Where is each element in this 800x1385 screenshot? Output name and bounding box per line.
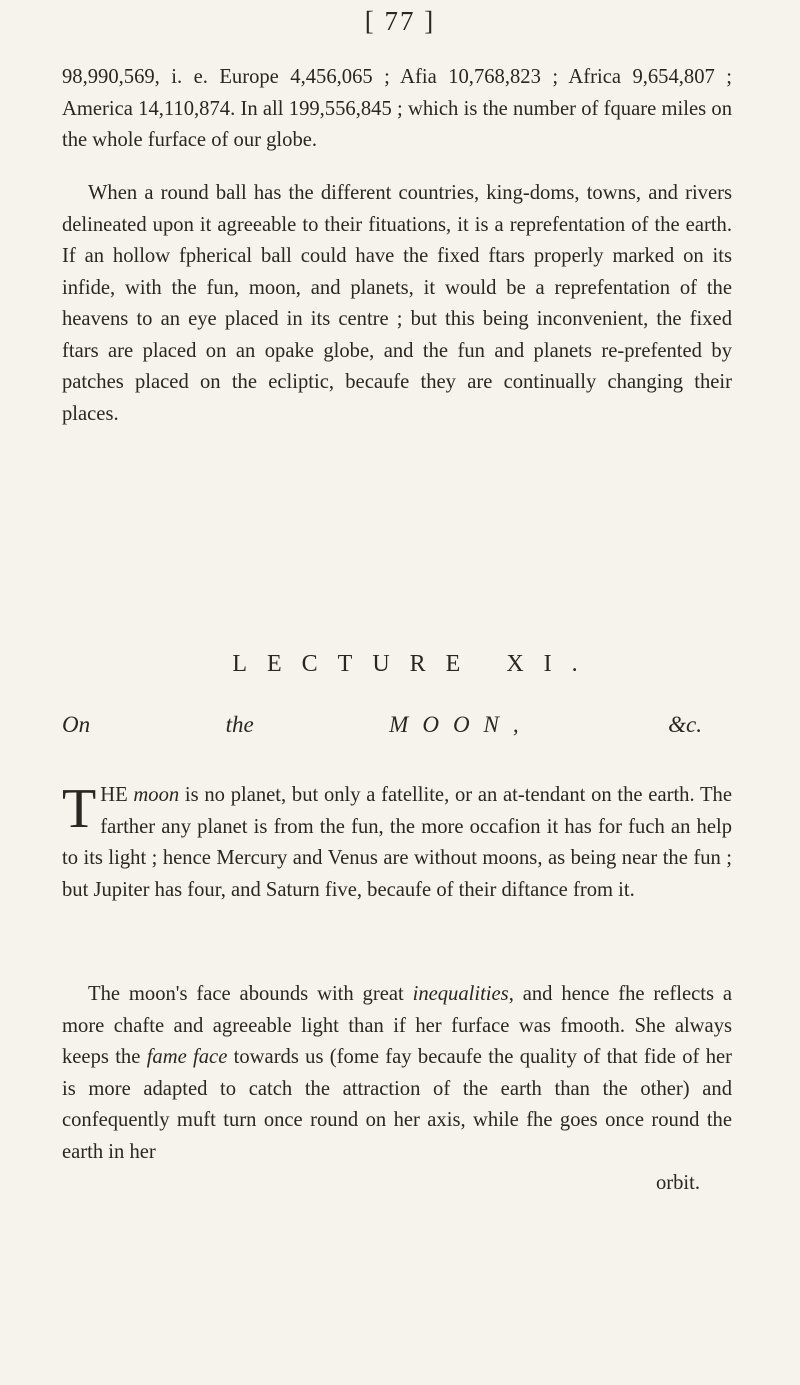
paragraph-4-fame-face: fame face bbox=[146, 1046, 228, 1068]
lecture-heading: LECTURE XI. bbox=[232, 651, 598, 677]
lecture-subtitle bbox=[62, 712, 702, 738]
paragraph-3-rest: is no planet, but only a fatellite, or an at-tendant on the earth. The farther any planet is from the fun, the more occafion it has for fuch an help to its light ; hence Mercury and Venus are without moons, as being near the fun ; but Jupiter has four, and Saturn five, becaufe of their diftance from it. bbox=[62, 784, 732, 901]
paragraph-4-part3: towards us (fome fay becaufe the quality of that fide of her is more adapted to catch the attraction of the earth than the other) and confequently muft turn once round on her axis, while fhe goes once round the earth in her bbox=[62, 1046, 732, 1163]
drop-cap: T bbox=[62, 778, 97, 840]
paragraph-4-part1: The moon's face abounds with great bbox=[88, 983, 413, 1005]
paragraph-3-moon-word: moon bbox=[133, 784, 180, 806]
paragraph-4-inequalities: inequalities bbox=[412, 983, 509, 1005]
paragraph-4-last-word: orbit. bbox=[655, 1172, 700, 1194]
paragraph-globe: When a round ball has the different countries, king-doms, towns, and rivers delineated upon it agreeable to their fituations, it is a reprefentation of the earth. If an hollow fpherical ball could have the fixed ftars properly marked on its infide, with the fun, moon, and planets, it would be a reprefentation of the heavens to an eye placed in its centre ; but this being inconvenient, the fixed ftars are placed on an opake globe, and the fun and planets re-prefented by patches placed on the ecliptic, becaufe they are continually changing their places. bbox=[62, 182, 732, 425]
page-number: [ 77 ] bbox=[364, 6, 436, 36]
paragraph-moon-face bbox=[62, 979, 732, 1200]
paragraph-3-start: HE bbox=[100, 784, 134, 806]
subtitle-on: On bbox=[62, 712, 91, 737]
paragraph-4-part2: , and hence fhe reflects a more chafte and agreeable light than if her furface was fmooth. She always keeps the bbox=[62, 983, 732, 1068]
paragraph-area-statistics: 98,990,569, i. e. Europe 4,456,065 ; Afia 10,768,823 ; Africa 9,654,807 ; America 14,110,874. In all 199,556,845 ; which is the number of fquare miles on the whole furface of our globe. bbox=[62, 66, 732, 151]
subtitle-etc: &c. bbox=[668, 712, 702, 737]
subtitle-moon: MOON, bbox=[389, 712, 533, 737]
subtitle-the: the bbox=[225, 712, 254, 737]
paragraph-moon-satellite bbox=[62, 780, 732, 906]
